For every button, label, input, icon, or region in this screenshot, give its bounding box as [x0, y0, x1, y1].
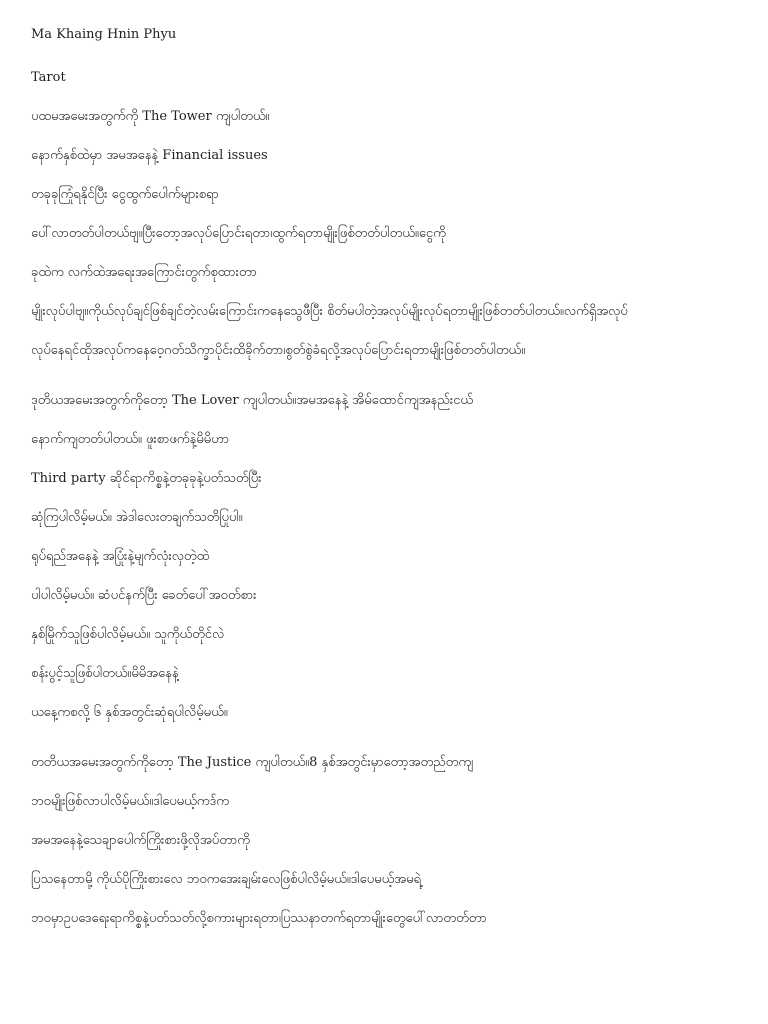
paragraph-line: စန်းပွင့်သူဖြစ်ပါတယ်။မိမိအနေနဲ့: [31, 666, 179, 681]
paragraph-line: နောက်နှစ်ထဲမှာ အမအနေနဲ့ Financial issues: [31, 148, 268, 163]
document-page: [31, 24, 751, 930]
reading-section-3: [31, 752, 751, 930]
paragraph-line: Third party ဆိုင်ရာကိစ္စနဲ့တခုခုနဲ့ပတ်သတ်ပြီး: [31, 471, 262, 486]
reading-section-2: [31, 390, 751, 724]
paragraph-line: ပြသနေတာမို့ ကိုယ်ပိုကြိုးစားလေ ဘဝကအေးချမ်းလေဖြစ်ပါလိမ့်မယ်။ဒါပေမယ့်အမရဲ့: [31, 872, 422, 887]
paragraph-line: ပေါ်လာတတ်ပါတယ်ဗျ။ပြီးတော့အလုပ်ပြောင်းရတာ၊ထွက်ရတာမျိုးဖြစ်တတ်ပါတယ်။ငွေကို: [31, 226, 446, 241]
paragraph-line: ရုပ်ရည်အနေနဲ့ အပြုံးနဲ့မျက်လုံးလှတဲ့ထဲ: [31, 549, 210, 564]
paragraph-line: လုပ်နေရင်ထိုအလုပ်ကနေဝေ့ဂတ်သိက္ခာပိုင်းထိခိုက်တာ၊စွတ်စွဲခံရလို့အလုပ်ပြောင်းရတာမျိုးဖြစ်တတ်ပါတယ်။: [31, 343, 526, 358]
document-topic: Tarot: [31, 70, 66, 85]
paragraph-line: မျိုးလုပ်ပါဗျ။ကိုယ်လုပ်ချင်ဖြစ်ချင်တဲ့လမ်းကြောင်းကနေသွေဖီပြီး စိတ်မပါတဲ့အလုပ်မျိုးလုပ်ရတာမျိုးဖြစ်တတ်ပါတယ်။လက်ရှိအလုပ်: [31, 304, 628, 319]
reading-section-1: [31, 106, 751, 362]
paragraph-line: ဒုတိယအမေးအတွက်ကိုတော့ The Lover ကျပါတယ်။အမအနေနဲ့ အိမ်ထောင်ကျအနည်းငယ်: [31, 393, 473, 408]
paragraph-line: နှစ်မြိုက်သူဖြစ်ပါလိမ့်မယ်။ သူကိုယ်တိုင်လဲ: [31, 627, 225, 642]
paragraph-line: တခုခုကြုံရနိုင်ပြီး ငွေထွက်ပေါက်များစရာ: [31, 187, 219, 202]
paragraph-line: ပထမအမေးအတွက်ကို The Tower ကျပါတယ်။: [31, 109, 270, 124]
paragraph-line: ဆုံကြပါလိမ့်မယ်။ အဲဒါလေးတချက်သတိပြုပါ။: [31, 510, 243, 525]
paragraph-line: ဘဝမျိုးဖြစ်လာပါလိမ့်မယ်။ဒါပေမယ့်ကဒ်က: [31, 794, 229, 809]
paragraph-line: တတိယအမေးအတွက်ကိုတော့ The Justice ကျပါတယ်။8 နှစ်အတွင်းမှာတော့အတည်တကျ: [31, 755, 474, 770]
paragraph-line: ခုထဲက လက်ထဲအရေးအကြောင်းတွက်စုထားတာ: [31, 265, 257, 280]
paragraph-line: ဘဝမှာဥပဒေရေးရာကိစ္စနဲ့ပတ်သတ်လို့စကားများရတာ၊ပြဿနာတက်ရတာမျိုးတွေပေါ်လာတတ်တာ: [31, 911, 487, 926]
paragraph-line: ယနေ့ကစလို့ ၆ နှစ်အတွင်းဆုံရပါလိမ့်မယ်။: [31, 705, 228, 720]
author-name: Ma Khaing Hnin Phyu: [31, 27, 177, 42]
paragraph-line: အမအနေနဲ့သေချာပေါက်ကြိုးစားဖို့လိုအပ်တာကို: [31, 833, 250, 848]
paragraph-line: နောက်ကျတတ်ပါတယ်။ ဖူးစာဖက်နဲ့မိမိဟာ: [31, 432, 230, 447]
paragraph-line: ပါပါလိမ့်မယ်။ ဆံပင်နက်ပြီး ခေတ်ပေါ်အဝတ်စား: [31, 588, 257, 603]
